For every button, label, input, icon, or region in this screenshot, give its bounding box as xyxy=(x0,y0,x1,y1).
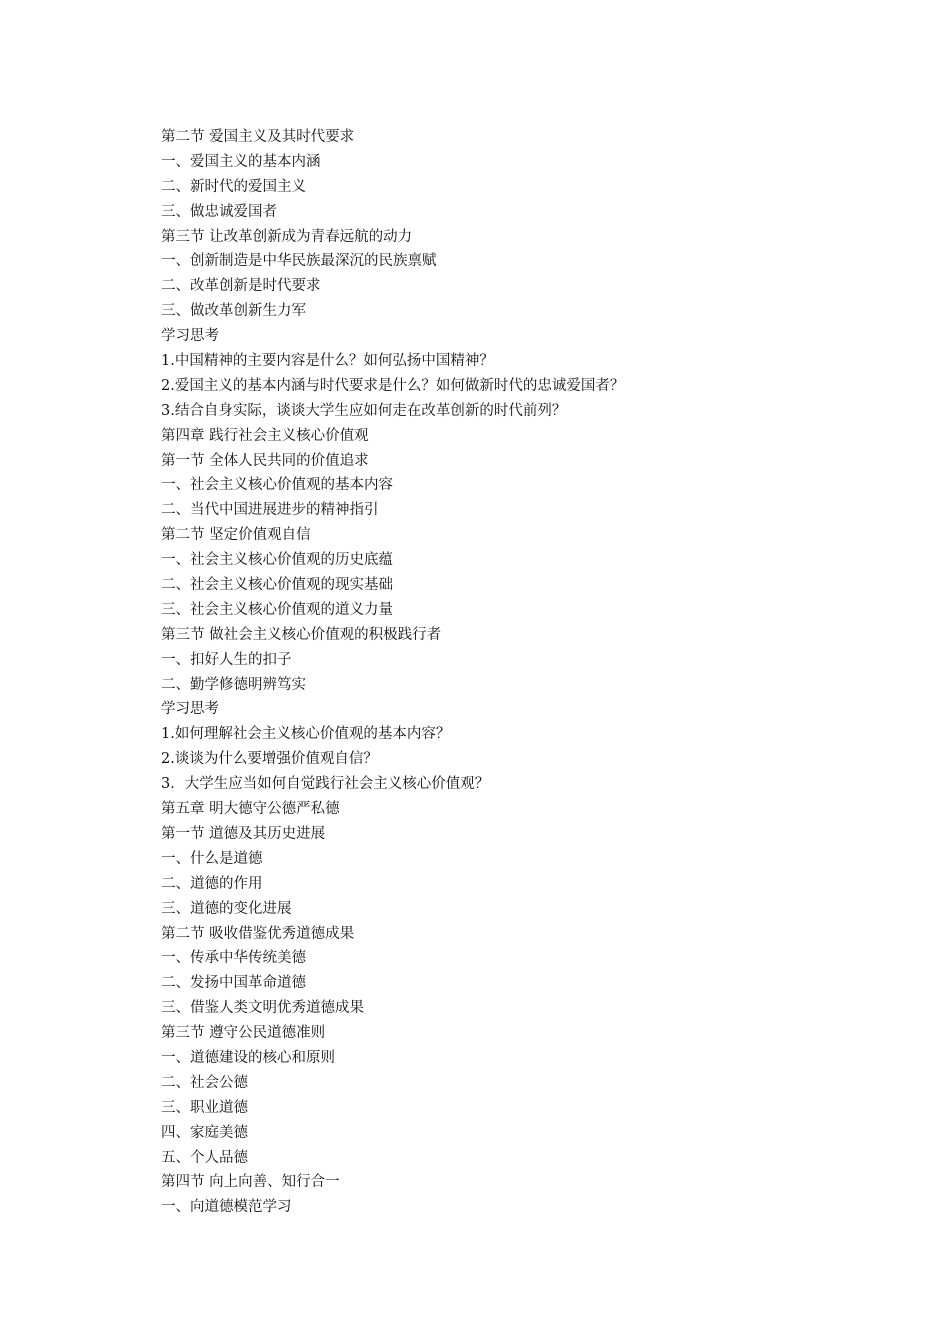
outline-item: 一、传承中华传统美德 xyxy=(161,950,306,967)
section-heading: 第一节 全体人民共同的价值追求 xyxy=(161,452,369,469)
outline-item: 一、道德建设的核心和原则 xyxy=(161,1049,335,1066)
study-question: 2.谈谈为什么要增强价值观自信？ xyxy=(161,751,378,768)
outline-item: 一、向道德模范学习 xyxy=(161,1199,292,1216)
outline-item: 二、勤学修德明辨笃实 xyxy=(161,676,306,693)
outline-item: 一、扣好人生的扣子 xyxy=(161,651,292,668)
section-heading: 第二节 吸收借鉴优秀道德成果 xyxy=(161,925,355,942)
outline-item: 三、道德的变化进展 xyxy=(161,900,292,917)
outline-item: 二、社会主义核心价值观的现实基础 xyxy=(161,577,393,594)
outline-item: 四、家庭美德 xyxy=(161,1124,248,1141)
outline-item: 三、做忠诚爱国者 xyxy=(161,203,277,220)
section-heading: 第二节 坚定价值观自信 xyxy=(161,527,311,544)
study-question: 1.中国精神的主要内容是什么？如何弘扬中国精神？ xyxy=(161,353,494,370)
outline-item: 五、个人品德 xyxy=(161,1149,248,1166)
chapter-heading: 第五章 明大德守公德严私德 xyxy=(161,801,340,818)
outline-item: 二、发扬中国革命道德 xyxy=(161,975,306,992)
outline-text xyxy=(161,125,861,1220)
outline-item: 三、职业道德 xyxy=(161,1099,248,1116)
section-heading: 第一节 道德及其历史进展 xyxy=(161,825,326,842)
outline-item: 二、道德的作用 xyxy=(161,875,263,892)
study-question: 3．大学生应当如何自觉践行社会主义核心价值观？ xyxy=(161,776,490,793)
outline-item: 一、什么是道德 xyxy=(161,850,263,867)
outline-item: 三、做改革创新生力军 xyxy=(161,303,306,320)
outline-item: 三、社会主义核心价值观的道义力量 xyxy=(161,601,393,618)
outline-item: 一、创新制造是中华民族最深沉的民族禀赋 xyxy=(161,253,437,270)
outline-item: 一、爱国主义的基本内涵 xyxy=(161,153,321,170)
study-questions-heading: 学习思考 xyxy=(161,701,219,718)
section-heading: 第三节 让改革创新成为青春远航的动力 xyxy=(161,228,413,245)
section-heading: 第二节 爱国主义及其时代要求 xyxy=(161,129,355,145)
section-heading: 第三节 做社会主义核心价值观的积极践行者 xyxy=(161,626,442,643)
study-questions-heading: 学习思考 xyxy=(161,328,219,345)
outline-item: 二、当代中国进展进步的精神指引 xyxy=(161,502,379,519)
outline-item: 三、借鉴人类文明优秀道德成果 xyxy=(161,1000,364,1017)
study-question: 1.如何理解社会主义核心价值观的基本内容？ xyxy=(161,726,451,743)
study-question: 3.结合自身实际，谈谈大学生应如何走在改革创新的时代前列？ xyxy=(161,402,567,419)
outline-item: 一、社会主义核心价值观的历史底蕴 xyxy=(161,552,393,569)
chapter-heading: 第四章 践行社会主义核心价值观 xyxy=(161,427,369,444)
section-heading: 第三节 遵守公民道德准则 xyxy=(161,1025,326,1042)
study-question: 2.爱国主义的基本内涵与时代要求是什么？如何做新时代的忠诚爱国者？ xyxy=(161,377,625,394)
section-heading: 第四节 向上向善、知行合一 xyxy=(161,1174,340,1191)
outline-item: 二、社会公德 xyxy=(161,1074,248,1091)
outline-item: 二、新时代的爱国主义 xyxy=(161,178,306,195)
outline-item: 二、改革创新是时代要求 xyxy=(161,278,321,295)
outline-item: 一、社会主义核心价值观的基本内容 xyxy=(161,477,393,494)
